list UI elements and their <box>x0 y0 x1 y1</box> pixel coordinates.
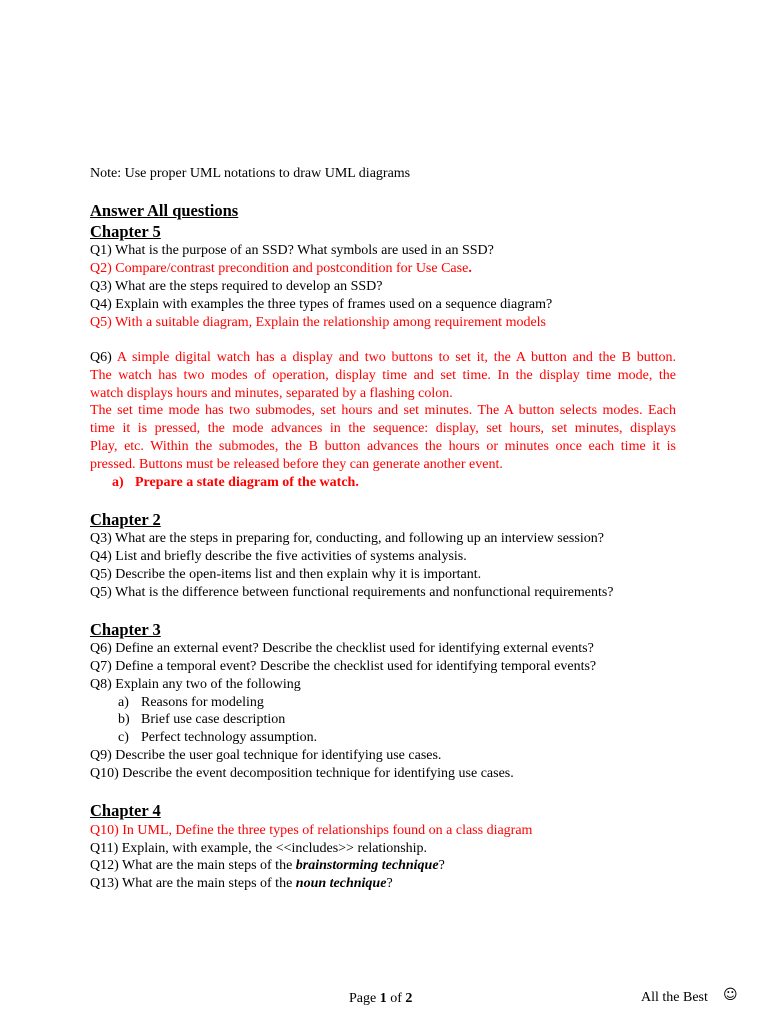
ch5-q2-end: . <box>468 261 472 276</box>
chapter5-heading: Chapter 5 <box>90 222 161 241</box>
smiley-icon: ☺ <box>723 987 738 1003</box>
ch5-q2 <box>90 260 472 277</box>
ch5-q6-line7: pressed. Buttons must be released before they can generate another event. <box>90 457 503 472</box>
ch3-q8: Q8) Explain any two of the following <box>90 677 301 692</box>
ch4-q12-pre: Q12) What are the main steps of the <box>90 858 296 873</box>
page-current: 1 <box>379 991 387 1006</box>
page-total: 2 <box>405 991 413 1006</box>
ch3-q8-item-a-marker: a) <box>118 695 129 710</box>
ch5-q6-line4: The set time mode has two submodes, set hours and set minutes. The A button selects modes. Each <box>90 403 676 418</box>
page-word: Page <box>349 991 380 1006</box>
chapter2-heading: Chapter 2 <box>90 510 161 529</box>
ch5-q5: Q5) With a suitable diagram, Explain the relationship among requirement models <box>90 315 547 330</box>
ch4-q10: Q10) In UML, Define the three types of relationships found on a class diagram <box>90 823 533 838</box>
ch4-q12-emphasis: brainstorming technique <box>295 858 439 873</box>
ch5-q6-line3: watch displays hours and minutes, separated by a flashing colon. <box>90 386 453 401</box>
chapter4-heading: Chapter 4 <box>90 801 161 820</box>
note-line: Note: Use proper UML notations to draw UML diagrams <box>90 166 411 181</box>
ch3-q8-item-c-marker: c) <box>118 730 129 745</box>
ch5-q6-text1: A simple digital watch has a display and two buttons to set it, the A button and the B button. <box>116 350 677 365</box>
ch2-q5b: Q5) What is the difference between functional requirements and nonfunctional requirements? <box>90 585 614 600</box>
ch4-q13-post: ? <box>386 876 393 891</box>
ch3-q8-item-b-marker: b) <box>118 712 130 727</box>
ch5-q6-line1 <box>90 349 676 366</box>
ch3-q10: Q10) Describe the event decomposition technique for identifying use cases. <box>90 766 514 781</box>
all-the-best-text: All the Best <box>641 990 708 1005</box>
ch3-q8-item-b-text: Brief use case description <box>141 712 286 727</box>
chapter3-heading: Chapter 3 <box>90 620 161 639</box>
ch4-q13-pre: Q13) What are the main steps of the <box>90 876 296 891</box>
ch4-q13-emphasis: noun technique <box>295 876 387 891</box>
answer-all-heading: Answer All questions <box>90 201 239 220</box>
ch2-q4: Q4) List and briefly describe the five activities of systems analysis. <box>90 549 467 564</box>
ch5-q3: Q3) What are the steps required to develop an SSD? <box>90 279 383 294</box>
ch4-q11: Q11) Explain, with example, the <<includes>> relationship. <box>90 841 428 856</box>
ch5-q6-a-marker: a) <box>112 475 124 490</box>
ch5-q6-prefix: Q6) <box>90 350 117 365</box>
ch3-q7: Q7) Define a temporal event? Describe the checklist used for identifying temporal events? <box>90 659 597 674</box>
ch3-q6: Q6) Define an external event? Describe the checklist used for identifying external events? <box>90 641 594 656</box>
ch2-q5a: Q5) Describe the open-items list and then explain why it is important. <box>90 567 482 582</box>
of-word: of <box>386 991 406 1006</box>
ch5-q6-line5: time it is pressed, the mode advances in the sequence: display, set hours, set minutes, displays <box>90 421 676 436</box>
ch3-q8-item-a-text: Reasons for modeling <box>141 695 264 710</box>
ch5-q2-text: Q2) Compare/contrast precondition and postcondition for Use Case <box>90 261 469 276</box>
ch5-q4: Q4) Explain with examples the three types of frames used on a sequence diagram? <box>90 297 553 312</box>
ch5-q6-line6: Play, etc. Within the submodes, the B button advances the hours or minutes once each time it is <box>90 439 676 454</box>
ch3-q9: Q9) Describe the user goal technique for identifying use cases. <box>90 748 442 763</box>
ch5-q6-a-text: Prepare a state diagram of the watch. <box>135 475 359 490</box>
ch3-q8-item-c-text: Perfect technology assumption. <box>141 730 318 745</box>
ch4-q13 <box>90 875 393 892</box>
page-number <box>349 990 412 1007</box>
ch2-q3-text: Q3) What are the steps in preparing for, conducting, and following up an interview session? <box>90 531 604 546</box>
ch4-q12-post: ? <box>438 858 445 873</box>
ch5-q6-line2: The watch has two modes of operation, display time and set time. In the display time mode, the <box>90 368 676 383</box>
ch5-q1: Q1) What is the purpose of an SSD? What symbols are used in an SSD? <box>90 243 494 258</box>
ch2-q3 <box>90 530 604 547</box>
ch4-q12 <box>90 857 445 874</box>
